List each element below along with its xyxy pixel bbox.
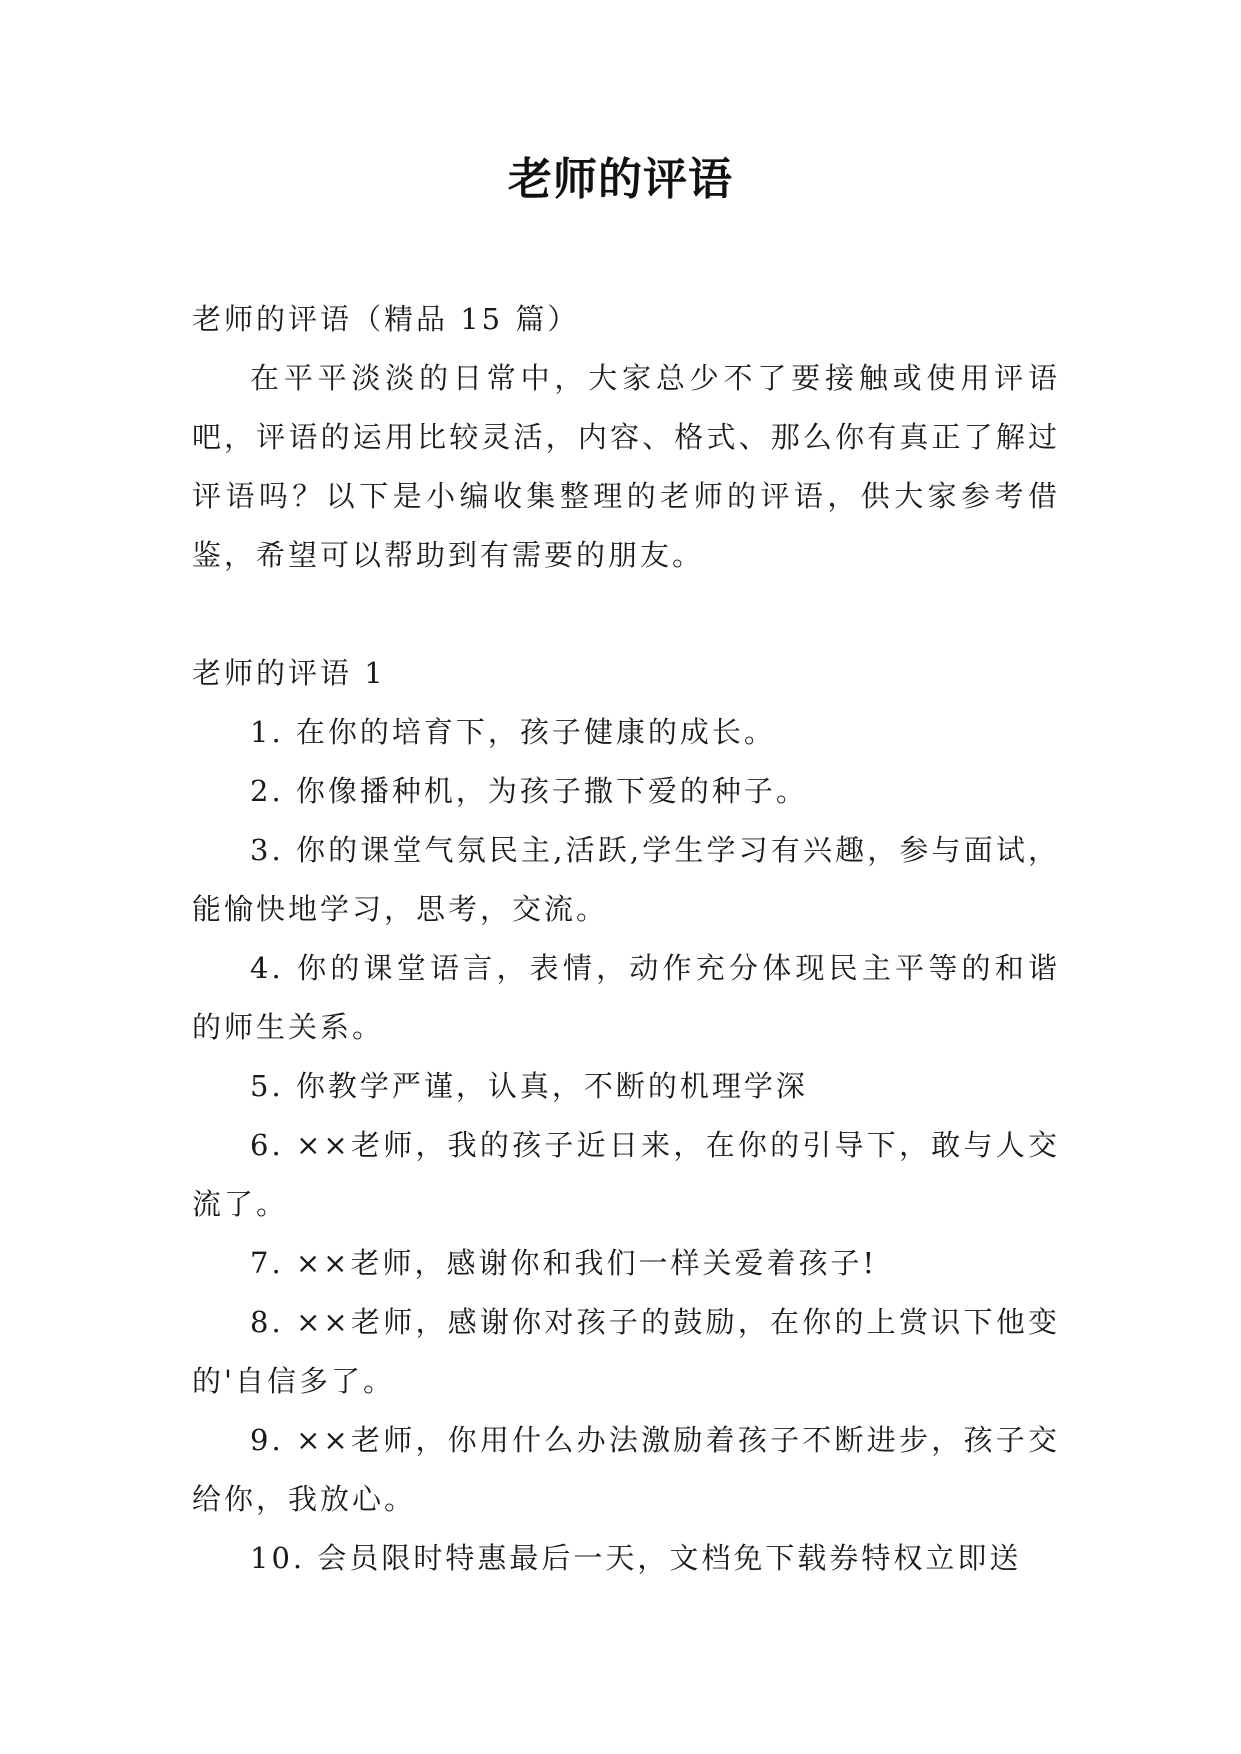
list-item: 6. ××老师，我的孩子近日来，在你的引导下，敢与人交流了。	[192, 1128, 1060, 1221]
section-heading: 老师的评语 1	[192, 656, 386, 690]
list-item: 1. 在你的培育下，孩子健康的成长。	[250, 715, 776, 749]
document-body	[192, 290, 1060, 1588]
list-item: 8. ××老师，感谢你对孩子的鼓励，在你的上赏识下他变的'自信多了。	[192, 1305, 1060, 1398]
document-title: 老师的评语	[508, 154, 733, 205]
list-item: 4. 你的课堂语言，表情，动作充分体现民主平等的和谐的师生关系。	[192, 951, 1060, 1044]
document-subtitle: 老师的评语（精品 15 篇）	[192, 302, 580, 336]
list-item: 7. ××老师，感谢你和我们一样关爱着孩子!	[250, 1246, 878, 1280]
list-item: 5. 你教学严谨，认真，不断的机理学深	[250, 1069, 808, 1103]
promo-item[interactable]: 10. 会员限时特惠最后一天，文档免下载券特权立即送	[250, 1541, 1022, 1575]
list-item: 9. ××老师，你用什么办法激励着孩子不断进步，孩子交给你，我放心。	[192, 1423, 1060, 1516]
paragraph-gap	[192, 585, 1060, 644]
list-item: 3. 你的课堂气氛民主,活跃,学生学习有兴趣，参与面试，能愉快地学习，思考，交流。	[192, 833, 1060, 926]
intro-paragraph: 在平平淡淡的日常中，大家总少不了要接触或使用评语吧，评语的运用比较灵活，内容、格式、那么你有真正了解过评语吗？以下是小编收集整理的老师的评语，供大家参考借鉴，希望可以帮助到有需要的朋友。	[192, 361, 1060, 572]
list-item: 2. 你像播种机，为孩子撒下爱的种子。	[250, 774, 808, 808]
